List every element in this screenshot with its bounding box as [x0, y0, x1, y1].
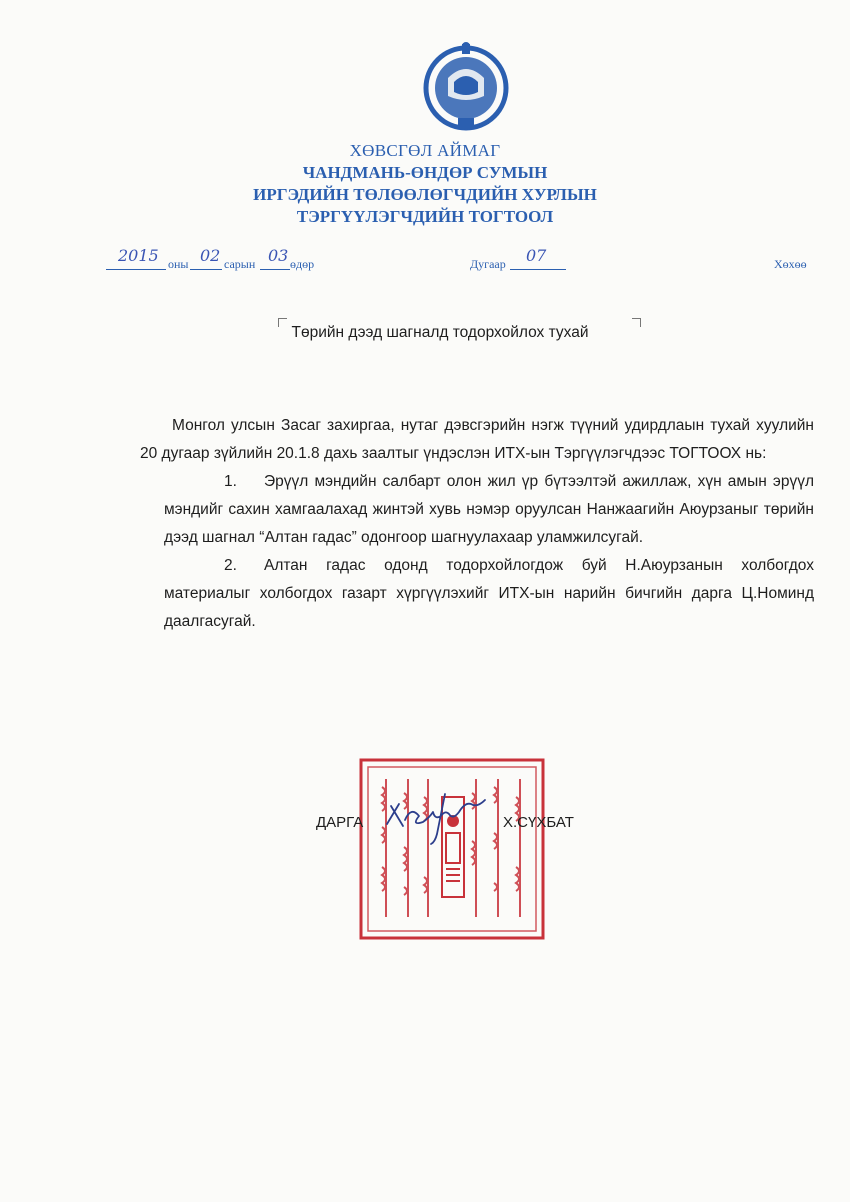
document-header	[0, 140, 850, 228]
number-label: Дугаар	[470, 257, 506, 271]
day-label: өдөр	[290, 257, 315, 271]
number-value: 07	[526, 246, 547, 265]
month-label: сарын	[224, 257, 256, 271]
document-body	[140, 412, 814, 636]
signatory-title: ДАРГА	[316, 814, 364, 831]
month-underline	[190, 269, 222, 270]
header-council: ИРГЭДИЙН ТӨЛӨӨЛӨГЧДИЙН ХУРЛЫН	[253, 185, 597, 204]
number-underline	[510, 269, 566, 270]
item-2-text: Алтан гадас одонд тодорхойлогдож буй Н.Аюурзанын холбогдох материалыг холбогдох газарт хүргүүлэхийг ИТХ-ын нарийн бичгийн дарга Ц.Номинд даалгасугай.	[164, 557, 814, 630]
document-meta	[0, 246, 850, 276]
signatory-name: Х.СҮХБАТ	[503, 814, 574, 831]
place-label: Хөхөө	[774, 257, 807, 271]
year-label: оны	[168, 257, 189, 271]
item-2-number: 2.	[224, 557, 237, 574]
body-item-2	[164, 552, 814, 636]
header-sum: ЧАНДМАНЬ-ӨНДӨР СУМЫН	[302, 163, 548, 182]
handwritten-signature	[383, 790, 493, 850]
year-underline	[106, 269, 166, 270]
document-subject: Төрийн дээд шагналд тодорхойлох тухай	[291, 324, 589, 341]
day-value: 03	[268, 246, 289, 265]
item-1-number: 1.	[224, 473, 237, 490]
year-value: 2015	[118, 246, 159, 265]
state-emblem	[418, 38, 514, 134]
month-value: 02	[200, 246, 221, 265]
day-underline	[260, 269, 290, 270]
body-item-1	[164, 468, 814, 552]
body-intro: Монгол улсын Засаг захиргаа, нутаг дэвсгэрийн нэгж түүний удирдлаын тухай хуулийн 20 дугаар зүйлийн 20.1.8 дахь заалтыг үндэслэн ИТХ-ын Тэргүүлэгчдээс ТОГТООХ нь:	[140, 417, 814, 462]
item-1-text: Эрүүл мэндийн салбарт олон жил үр бүтээлтэй ажиллаж, хүн амын эрүүл мэндийг сахин хамгаалахад жинтэй хувь нэмэр оруулсан Нанжаагийн Аюурзаныг төрийн дээд шагнал “Алтан гадас” одонгоор шагнуулахаар уламжилсугай.	[164, 473, 814, 546]
header-doc-type: ТЭРГҮҮЛЭГЧДИЙН ТОГТООЛ	[296, 207, 554, 226]
header-aimag: ХӨВСГӨЛ АЙМАГ	[349, 141, 501, 160]
